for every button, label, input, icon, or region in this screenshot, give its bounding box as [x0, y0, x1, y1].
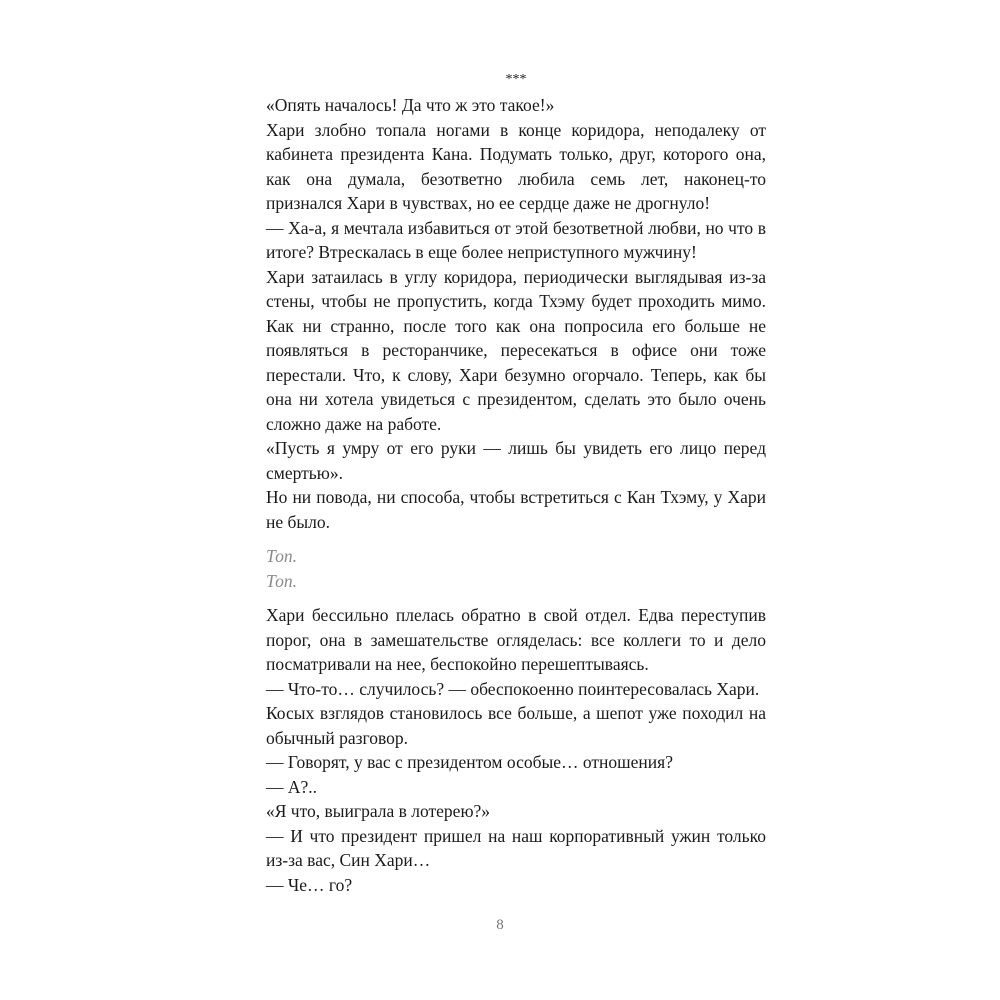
- paragraph: — Ха-а, я мечтала избавиться от этой безответной любви, но что в итоге? Втрескалась в еще более неприступного мужчину!: [266, 217, 766, 262]
- paragraph: — И что президент пришел на наш корпоративный ужин только из-за вас, Син Хари…: [266, 825, 766, 870]
- paragraph: «Я что, выиграла в лотерею?»: [266, 801, 491, 821]
- paragraph: «Пусть я умру от его руки — лишь бы увидеть его лицо перед смертью».: [266, 438, 766, 483]
- paragraph: «Опять началось! Да что ж это такое!»: [266, 95, 555, 115]
- sound-effect: Топ.: [266, 546, 297, 566]
- spacer: [266, 534, 766, 544]
- paragraph: — Что-то… случилось? — обеспокоенно поинтересовалась Хари.: [266, 678, 760, 699]
- paragraph: — Говорят, у вас с президентом особые… отношения?: [266, 752, 673, 772]
- paragraph: Хари бессильно плелась обратно в свой отдел. Едва переступив порог, она в замешательстве огляделась: все коллеги то и дело посматривали на нее, беспокойно перешептываясь.: [266, 605, 766, 674]
- spacer: [266, 593, 766, 603]
- sound-effect: Топ.: [266, 570, 297, 591]
- paragraph: Хари затаилась в углу коридора, периодически выглядывая из-за стены, чтобы не пропустить, когда Тхэму будет проходить мимо. Как ни странно, после того как она попросила его больше не появляться в ресторанчике, пересекаться в офисе они тоже перестали. Что, к слову, Хари безумно огорчало. Теперь, как бы она ни хотела увидеться с президентом, сделать это было очень сложно даже на работе.: [266, 266, 766, 434]
- paragraph: Хари злобно топала ногами в конце коридора, неподалеку от кабинета президента Кана. Подумать только, друг, которого она, как она думала, безответно любила семь лет, наконец-то признался Хари в чувствах, но ее сердце даже не дрогнуло!: [266, 119, 766, 213]
- paragraph: — А?..: [266, 776, 318, 797]
- paragraph: — Че… го?: [266, 874, 353, 895]
- page-body: [266, 68, 766, 897]
- paragraph: Косых взглядов становилось все больше, а шепот уже походил на обычный разговор.: [266, 703, 766, 748]
- section-separator: ***: [505, 72, 527, 87]
- paragraph: Но ни повода, ни способа, чтобы встретиться с Кан Тхэму, у Хари не было.: [266, 487, 766, 532]
- page-number: 8: [496, 917, 504, 933]
